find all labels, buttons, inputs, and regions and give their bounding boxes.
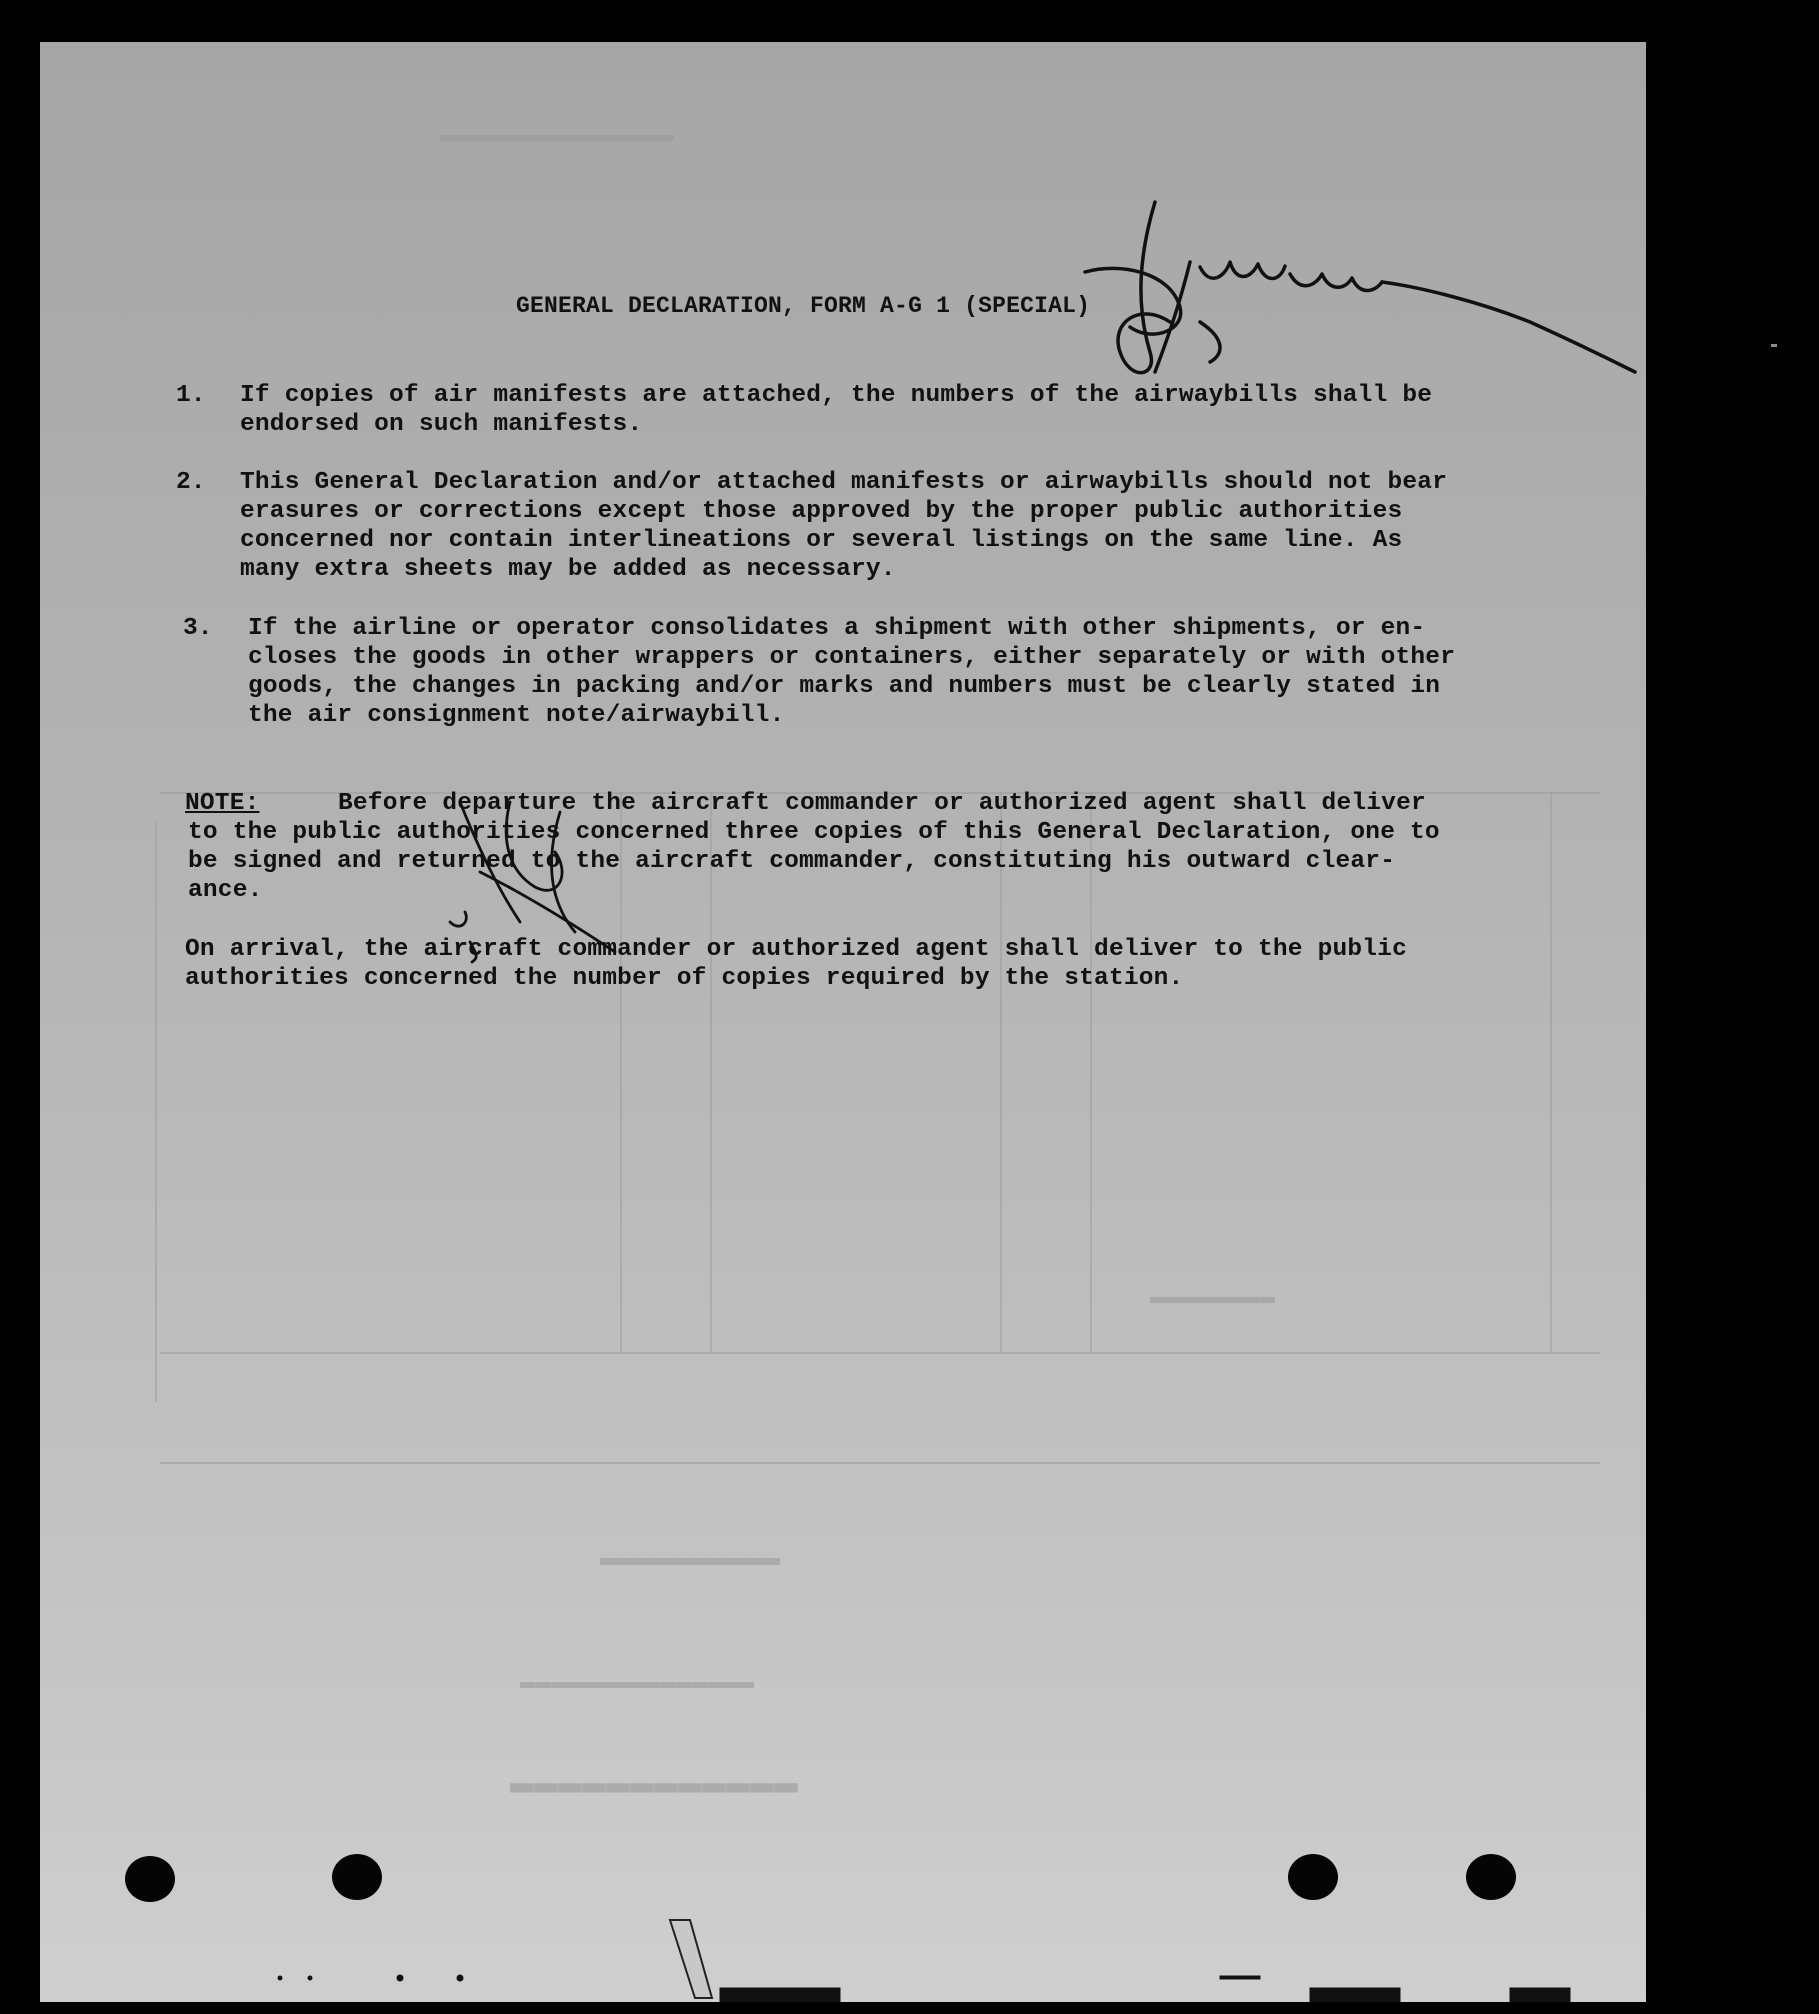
item-2-line: erasures or corrections except those approved by the proper public authorities [240, 498, 1403, 525]
arrival-line: authorities concerned the number of copies required by the station. [185, 965, 1184, 992]
punch-hole [332, 1854, 382, 1900]
note-label: NOTE: [185, 790, 260, 817]
bleed-through-text: ▬▬▬▬▬▬▬▬▬▬▬▬ [510, 1762, 799, 1807]
note-line: Before departure the aircraft commander or authorized agent shall deliver [338, 790, 1426, 817]
bottom-edge-marks [40, 1902, 1646, 2002]
item-2-line: This General Declaration and/or attached manifests or airwaybills should not bear [240, 469, 1448, 496]
bleed-through-rule [160, 1462, 1600, 1464]
item-number: 2. [176, 469, 206, 496]
note-line: be signed and returned to the aircraft commander, constituting his outward clear- [188, 848, 1396, 875]
bleed-through-rule [155, 822, 157, 1402]
bleed-through-text: ▬▬▬▬▬▬▬▬▬▬▬▬▬▬▬ [520, 1667, 755, 1697]
item-1-line: If copies of air manifests are attached, the numbers of the airwaybills shall be [240, 382, 1433, 409]
bleed-through-text: ▬▬▬▬▬▬▬▬▬▬ [600, 1542, 781, 1576]
scan-speck [1771, 344, 1777, 347]
bleed-through-text: ▬▬▬▬▬▬▬▬ [1150, 1282, 1275, 1312]
document-page [40, 42, 1646, 2002]
punch-hole [125, 1856, 175, 1902]
bleed-through-text: ▬▬▬▬▬▬▬▬▬▬▬▬▬▬▬ [440, 120, 675, 150]
bleed-through-rule [1550, 792, 1552, 1352]
handwritten-mark [440, 782, 660, 972]
punch-hole [1466, 1854, 1516, 1900]
item-2-line: concerned nor contain interlineations or several listings on the same line. As [240, 527, 1403, 554]
note-line: to the public authorities concerned three copies of this General Declaration, one to [188, 819, 1440, 846]
item-3-line: the air consignment note/airwaybill. [248, 702, 785, 729]
bleed-through-rule [1090, 792, 1092, 1352]
arrival-line: On arrival, the aircraft commander or authorized agent shall deliver to the public [185, 936, 1407, 963]
punch-hole [1288, 1854, 1338, 1900]
bleed-through-rule [1000, 792, 1002, 1352]
item-3-line: If the airline or operator consolidates a shipment with other shipments, or en- [248, 615, 1426, 642]
document-title: GENERAL DECLARATION, FORM A-G 1 (SPECIAL) [516, 293, 1091, 319]
bleed-through-rule [710, 792, 712, 1352]
item-number: 3. [183, 615, 213, 642]
item-1-line: endorsed on such manifests. [240, 411, 643, 438]
note-line: ance. [188, 877, 263, 904]
handwritten-signature [1060, 192, 1646, 452]
item-number: 1. [176, 382, 206, 409]
item-3-line: goods, the changes in packing and/or marks and numbers must be clearly stated in [248, 673, 1441, 700]
item-2-line: many extra sheets may be added as necessary. [240, 556, 896, 583]
bleed-through-rule [160, 1352, 1600, 1354]
item-3-line: closes the goods in other wrappers or containers, either separately or with other [248, 644, 1456, 671]
